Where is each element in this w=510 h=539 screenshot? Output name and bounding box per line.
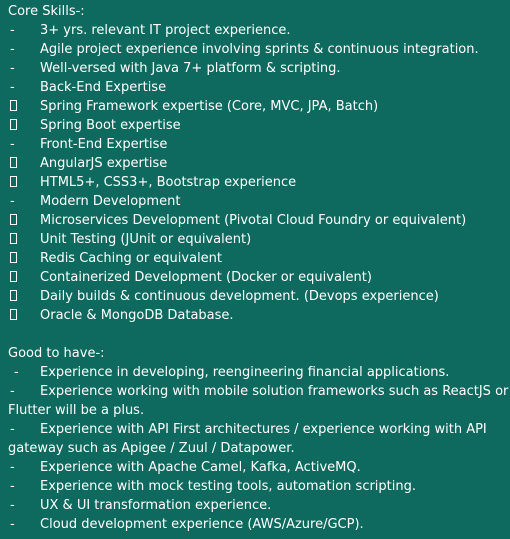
box-bullet-icon [8,306,40,325]
core-skills-list [8,21,502,325]
core-skill-item [8,287,502,306]
core-skill-text: Unit Testing (JUnit or equivalent) [40,232,252,247]
dash-marker: - [10,42,15,57]
core-skill-item [8,249,502,268]
good-item-text: Experience with mock testing tools, automation scripting. [40,479,417,494]
dash-marker: - [10,384,15,399]
good-item-mock-testing [8,477,502,496]
good-item-mobile-frameworks [8,382,509,401]
core-skill-text: Spring Boot expertise [40,118,181,133]
core-skills-heading: Core Skills-: [8,4,85,19]
core-skill-item [8,268,502,287]
core-skill-text: Microservices Development (Pivotal Cloud Foundry or equivalent) [40,213,467,228]
dash-marker: - [10,61,15,76]
core-skill-text: HTML5+, CSS3+, Bootstrap experience [40,175,297,190]
core-skill-item [8,211,502,230]
core-skill-text: Daily builds & continuous development. (Devops experience) [40,289,439,304]
box-bullet-icon [8,230,40,249]
core-skill-text: Well-versed with Java 7+ platform & scripting. [40,61,341,76]
core-skill-text: Modern Development [40,194,181,209]
dash-marker: - [10,498,15,513]
section-gap [8,325,502,344]
good-item-text: Cloud development experience (AWS/Azure/GCP). [40,517,364,532]
good-item-text: Experience working with mobile solution frameworks such as ReactJS or [40,384,509,399]
dash-marker: - [10,137,15,152]
box-bullet-icon [8,211,40,230]
dash-marker: - [10,23,15,38]
box-bullet-icon [8,116,40,135]
good-to-have-heading: Good to have-: [8,346,105,361]
dash-marker: - [10,460,15,475]
dash-marker: - [10,194,15,209]
core-skill-text: Oracle & MongoDB Database. [40,308,234,323]
core-skill-text: Containerized Development (Docker or equivalent) [40,270,372,285]
box-bullet-icon [8,97,40,116]
core-skill-item [8,97,502,116]
core-skill-item [8,173,502,192]
core-skill-item [8,306,502,325]
good-item-text: Experience in developing, reengineering financial applications. [40,365,450,380]
core-skill-text: Back-End Expertise [40,80,167,95]
core-skill-item [8,78,502,97]
core-skill-item [8,230,502,249]
good-item-continuation: gateway such as Apigee / Zuul / Datapower. [8,441,295,456]
good-item-financial-apps [8,363,502,382]
box-bullet-icon [8,287,40,306]
core-skill-text: 3+ yrs. relevant IT project experience. [40,23,291,38]
good-item-cloud [8,515,502,534]
good-item-messaging [8,458,502,477]
core-skill-text: Spring Framework expertise (Core, MVC, JPA, Batch) [40,99,379,114]
core-skill-text: Front-End Expertise [40,137,168,152]
core-skill-text: Agile project experience involving sprints & continuous integration. [40,42,479,57]
core-skill-text: AngularJS expertise [40,156,168,171]
good-item-text: Experience with Apache Camel, Kafka, ActiveMQ. [40,460,361,475]
good-item-api-first [8,420,502,439]
good-item-continuation: Flutter will be a plus. [8,403,145,418]
dash-marker: - [10,517,15,532]
core-skill-item [8,154,502,173]
dash-marker: - [10,479,15,494]
core-skill-item [8,59,502,78]
box-bullet-icon [8,268,40,287]
good-item-text: Experience with API First architectures / experience working with API [40,422,487,437]
good-item-text: UX & UI transformation experience. [40,498,272,513]
dash-marker: - [10,422,15,437]
core-skill-item [8,21,502,40]
dash-marker: - [14,365,19,380]
core-skill-item [8,116,502,135]
box-bullet-icon [8,249,40,268]
core-skill-item [8,135,502,154]
core-skill-text: Redis Caching or equivalent [40,251,223,266]
box-bullet-icon [8,154,40,173]
box-bullet-icon [8,173,40,192]
dash-marker: - [10,80,15,95]
core-skill-item [8,40,502,59]
core-skill-item [8,192,502,211]
good-item-ux-ui [8,496,502,515]
